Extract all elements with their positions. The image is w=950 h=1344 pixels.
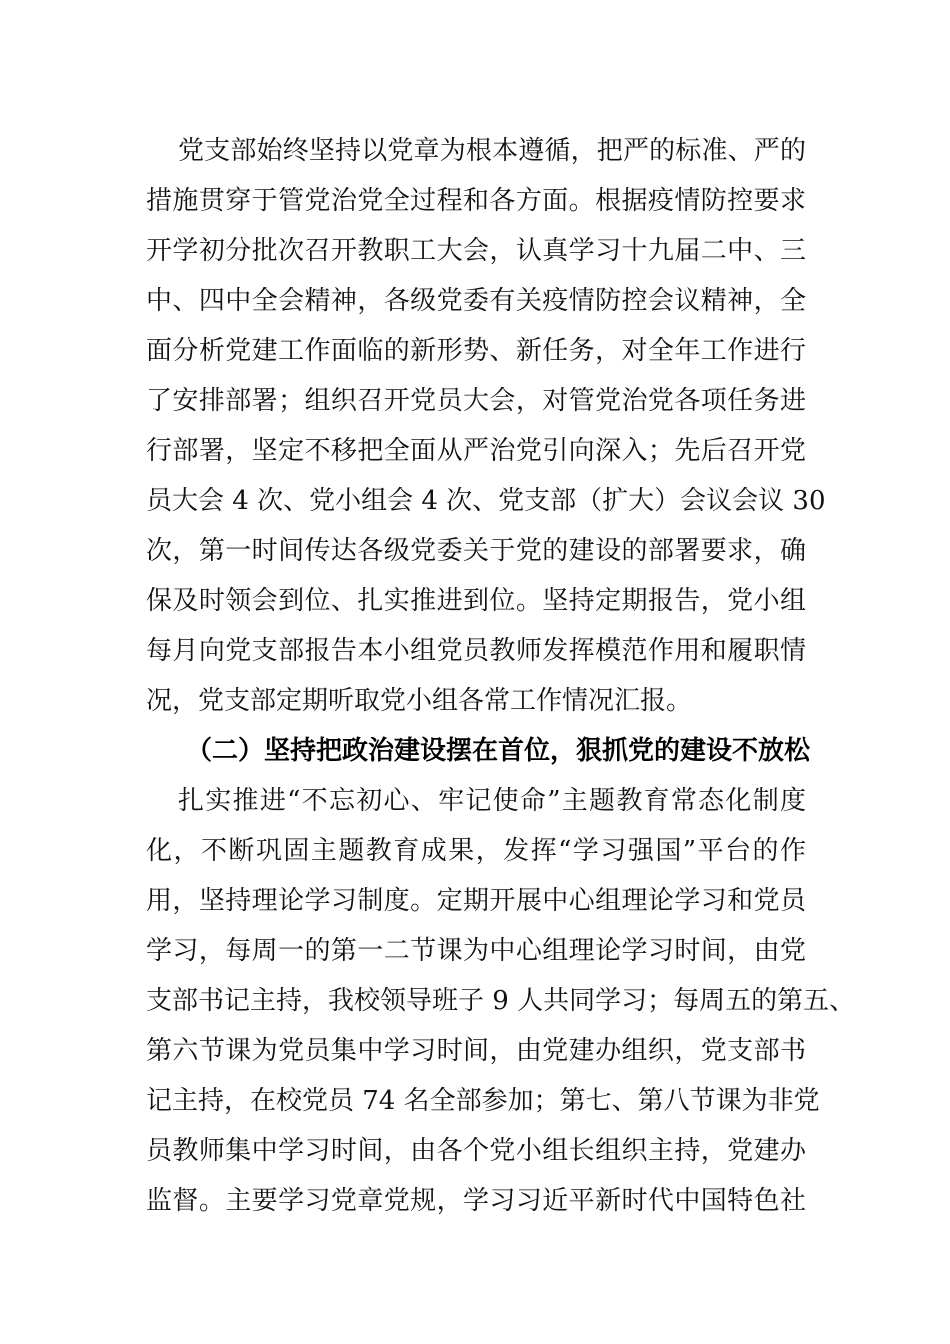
paragraph-1-line-2: 措施贯穿于管党治党全过程和各方面。根据疫情防控要求 <box>146 186 806 216</box>
paragraph-1-line-3: 开学初分批次召开教职工大会，认真学习十九届二中、三 <box>146 236 806 266</box>
paragraph-1-line-8: 员大会 4 次、党小组会 4 次、党支部（扩大）会议会议 30 <box>146 486 826 516</box>
paragraph-1-line-10: 保及时领会到位、扎实推进到位。坚持定期报告，党小组 <box>146 586 806 616</box>
paragraph-2-line-9: 监督。主要学习党章党规，学习习近平新时代中国特色社 <box>146 1186 806 1216</box>
paragraph-2-line-1: 扎实推进“不忘初心、牢记使命”主题教育常态化制度 <box>178 786 806 816</box>
paragraph-2-line-2: 化，不断巩固主题教育成果，发挥“学习强国”平台的作 <box>146 836 806 866</box>
paragraph-1-line-6: 了安排部署；组织召开党员大会，对管党治党各项任务进 <box>146 386 806 416</box>
paragraph-1-line-5: 面分析党建工作面临的新形势、新任务，对全年工作进行 <box>146 336 806 366</box>
paragraph-1-line-12: 况，党支部定期听取党小组各常工作情况汇报。 <box>146 686 693 716</box>
paragraph-1-line-7: 行部署，坚定不移把全面从严治党引向深入；先后召开党 <box>146 436 806 466</box>
paragraph-2-line-5: 支部书记主持，我校领导班子 9 人共同学习；每周五的第五、 <box>146 986 856 1016</box>
paragraph-1-line-11: 每月向党支部报告本小组党员教师发挥模范作用和履职情 <box>146 636 806 666</box>
paragraph-2-line-3: 用，坚持理论学习制度。定期开展中心组理论学习和党员 <box>146 886 806 916</box>
paragraph-2-line-4: 学习，每周一的第一二节课为中心组理论学习时间，由党 <box>146 936 806 966</box>
paragraph-2-line-6: 第六节课为党员集中学习时间，由党建办组织，党支部书 <box>146 1036 806 1066</box>
paragraph-1-line-1: 党支部始终坚持以党章为根本遵循，把严的标准、严的 <box>178 136 806 166</box>
paragraph-1-line-4: 中、四中全会精神，各级党委有关疫情防控会议精神，全 <box>146 286 806 316</box>
paragraph-2-line-8: 员教师集中学习时间，由各个党小组长组织主持，党建办 <box>146 1136 806 1166</box>
paragraph-1-line-9: 次，第一时间传达各级党委关于党的建设的部署要求，确 <box>146 536 806 566</box>
section-heading: （二）坚持把政治建设摆在首位，狠抓党的建设不放松 <box>186 736 811 766</box>
paragraph-2-line-7: 记主持，在校党员 74 名全部参加；第七、第八节课为非党 <box>146 1086 820 1116</box>
